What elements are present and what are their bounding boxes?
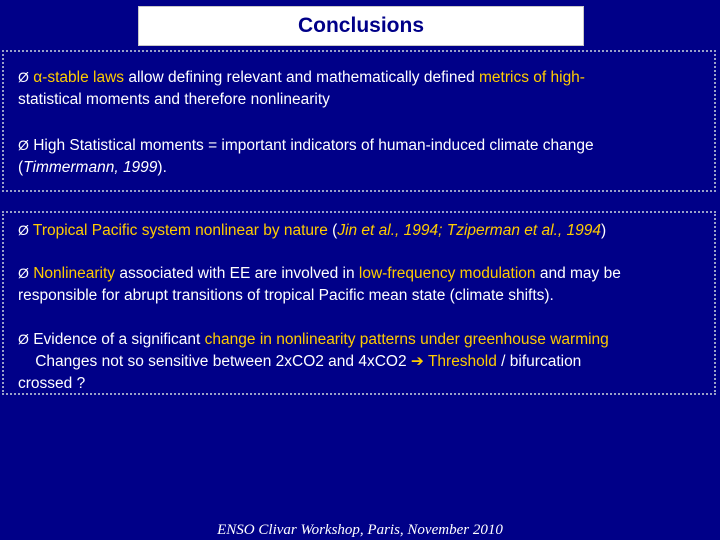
nonlinearity-text: Nonlinearity	[33, 265, 116, 282]
alpha-symbol: α	[33, 69, 43, 86]
panel-nonlinearity	[2, 211, 716, 395]
tropical-pacific-text: Tropical Pacific system nonlinear by nature	[32, 222, 328, 239]
may-be-text: and may be	[535, 265, 621, 282]
cite-close: ).	[157, 159, 167, 176]
metrics-text: metrics of high-	[479, 69, 585, 86]
bullet-high-moments	[18, 134, 718, 179]
bullet-evidence	[18, 328, 718, 395]
high-moments-text: High Statistical moments = important indicators of human-induced climate change	[33, 137, 594, 154]
stable-laws-text: -stable laws	[42, 69, 125, 86]
crossed-text: crossed ?	[18, 375, 86, 392]
bullet-tropical-pacific	[18, 219, 718, 242]
right-arrow-icon: ➔	[410, 353, 424, 370]
jin-tziperman-citation: Jin et al., 1994; Tziperman et al., 1994	[337, 222, 601, 239]
allow-text: allow defining relevant and mathematically defined	[124, 69, 480, 86]
bullet-nonlinearity-ee	[18, 262, 718, 307]
evidence-text: Evidence of a significant	[33, 331, 205, 348]
slide-title: Conclusions	[297, 14, 424, 37]
bullet-alpha-stable	[18, 66, 718, 111]
footer-workshop: ENSO Clivar Workshop, Paris, November 2010	[217, 522, 503, 538]
cite-open: (	[18, 159, 24, 176]
abrupt-transitions-text: responsible for abrupt transitions of tropical Pacific mean state (climate shifts).	[18, 287, 554, 304]
greenhouse-change-text: change in nonlinearity patterns under greenhouse warming	[204, 331, 609, 348]
bullet-arrow-icon: Ø	[18, 265, 29, 281]
title-box	[138, 6, 584, 46]
statistical-moments-text: statistical moments and therefore nonlinearity	[18, 91, 330, 108]
bullet-arrow-icon: Ø	[18, 137, 29, 153]
cite-open: (	[327, 222, 338, 239]
bifurcation-text: / bifurcation	[496, 353, 582, 370]
timmermann-citation: Timmermann, 1999	[23, 159, 158, 176]
bullet-arrow-icon: Ø	[18, 69, 29, 85]
panel-statistics	[2, 50, 716, 192]
associated-text: associated with EE are involved in	[115, 265, 359, 282]
bullet-arrow-icon: Ø	[18, 331, 29, 347]
bullet-arrow-icon: Ø	[18, 222, 29, 238]
co2-changes-text: Changes not so sensitive between 2xCO2 and 4xCO2	[35, 353, 411, 370]
low-frequency-text: low-frequency modulation	[358, 265, 536, 282]
cite-close: )	[600, 222, 607, 239]
threshold-text: Threshold	[427, 353, 497, 370]
